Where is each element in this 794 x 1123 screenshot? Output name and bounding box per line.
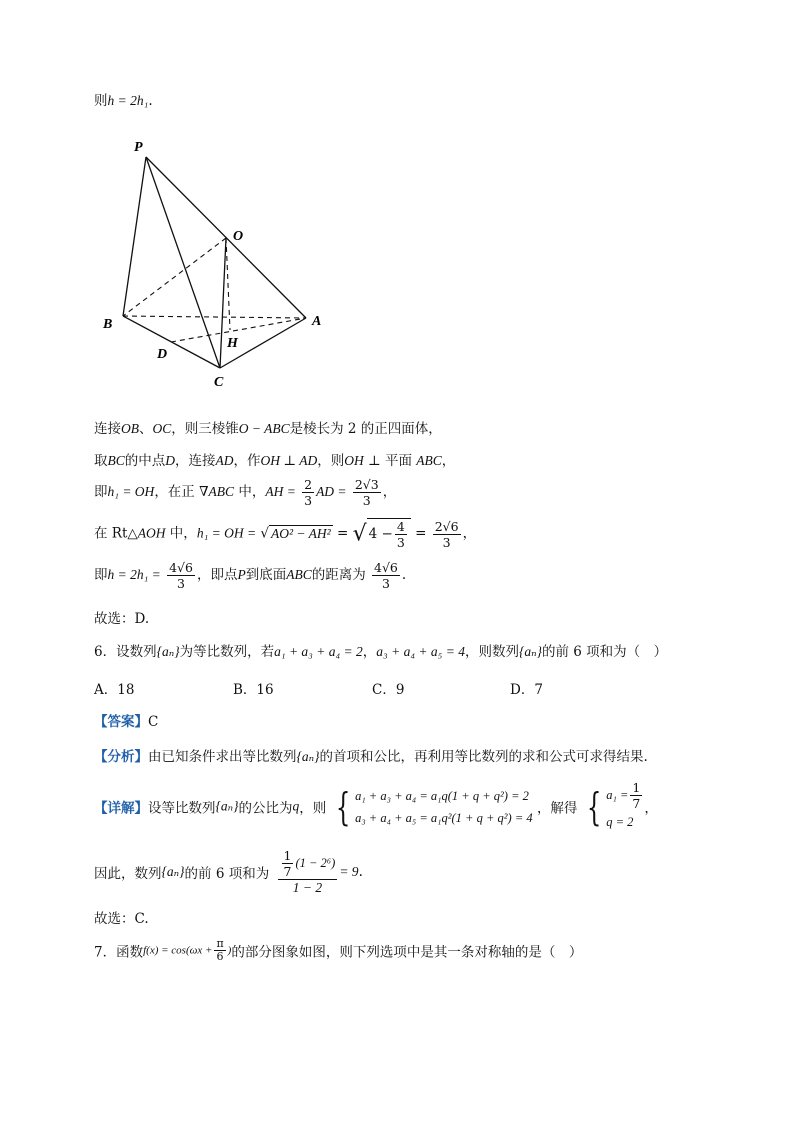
q6-detail <box>94 780 658 833</box>
text: ，则 <box>299 800 327 817</box>
label-c: C <box>214 375 224 390</box>
text: 的前 6 项和为 <box>184 866 270 882</box>
text: ，连接 <box>175 453 216 469</box>
math: {aₙ} <box>156 644 180 659</box>
text: 6．设数列 <box>94 644 157 660</box>
q6-option-a[interactable]: A．18 <box>94 682 135 698</box>
denominator: 3 <box>442 534 451 550</box>
sqrt-sign: √ <box>260 525 270 542</box>
edge-ba-hidden <box>123 316 306 318</box>
numerator: 2√6 <box>434 518 459 534</box>
math: = 9 <box>339 864 359 879</box>
sol5-line-4 <box>94 518 476 550</box>
denominator: 3 <box>362 493 371 508</box>
intro-period: . <box>148 93 153 109</box>
text: 到底面 <box>245 567 287 583</box>
math: AOH <box>137 525 166 541</box>
text: 设等比数列 <box>148 800 216 817</box>
math: ABC <box>208 484 235 499</box>
sol5-line-1 <box>94 417 442 437</box>
q7-stem <box>94 938 582 963</box>
math: a₃ + a₄ + a₅ = 4 <box>376 644 465 659</box>
math: OB <box>121 421 139 436</box>
q6-sum <box>94 848 363 896</box>
label-b: B <box>103 317 113 332</box>
fraction <box>630 780 642 811</box>
numerator: π <box>216 937 224 950</box>
text: 为等比数列，若 <box>179 644 275 660</box>
text: ， <box>441 453 456 469</box>
equation-system <box>355 785 533 829</box>
denominator: 1 − 2 <box>292 880 323 895</box>
denominator: 7 <box>632 796 641 811</box>
equation: a₁ + a₃ + a₄ = a₁q(1 + q + q²) = 2 <box>355 788 529 803</box>
tetrahedron-figure <box>96 130 346 395</box>
q6-option-c[interactable]: C．9 <box>372 682 405 698</box>
text: 连接 <box>94 421 121 437</box>
intro-formula: h = 2h₁ <box>107 93 149 108</box>
fraction <box>353 477 381 508</box>
q6-option-b[interactable]: B．16 <box>233 682 274 698</box>
math: AD <box>215 453 234 468</box>
denominator: 7 <box>283 864 292 879</box>
text: 的首项和公比，再利用等比数列的求和公式可求得结果. <box>319 749 648 765</box>
math: OC <box>152 421 172 436</box>
numerator: 4√6 <box>169 560 193 575</box>
math: {aₙ} <box>161 864 185 879</box>
math: BC <box>107 453 125 468</box>
sol5-line-2 <box>94 449 455 469</box>
analysis-tag: 【分析】 <box>94 749 148 765</box>
numerator: 2 <box>304 477 313 492</box>
text: ，则 <box>317 453 345 469</box>
numerator: 4 <box>396 519 405 534</box>
text: 、 <box>139 421 153 437</box>
answer-tag: 【答案】 <box>94 714 148 730</box>
text: ， <box>362 644 377 660</box>
intro-text: 则 <box>94 93 108 109</box>
sol5-conclusion: 故选：D. <box>94 611 150 627</box>
fraction <box>214 938 225 963</box>
text: 的公比为 <box>238 800 293 817</box>
text: . <box>401 567 407 583</box>
math: P <box>237 567 246 582</box>
text: ， <box>462 525 477 542</box>
q6-stem <box>94 640 667 660</box>
label-a: A <box>312 314 322 329</box>
text: 的前 6 项和为（ ） <box>542 644 668 660</box>
text: ，解得 <box>536 800 578 817</box>
sol5-line-5 <box>94 560 406 591</box>
fraction <box>395 519 407 550</box>
math: AH = <box>265 484 296 499</box>
math: ) <box>227 944 232 957</box>
label-d: D <box>157 347 168 362</box>
text: 中， <box>234 484 266 500</box>
edge-pc <box>146 157 220 368</box>
text: 的中点 <box>124 453 166 469</box>
math: q = 2 <box>606 815 634 829</box>
label-p: P <box>134 140 143 155</box>
fraction <box>302 477 314 508</box>
text: ， <box>644 800 658 817</box>
math: f(x) = cos(ωx + <box>143 944 213 957</box>
q6-answer <box>94 710 158 730</box>
text: 由已知条件求出等比数列 <box>148 749 297 765</box>
fraction <box>167 560 195 591</box>
text: . <box>358 864 363 880</box>
math: ABC <box>416 453 442 468</box>
numerator: 1 <box>632 780 641 795</box>
detail-tag: 【详解】 <box>94 800 148 817</box>
math: O − ABC <box>238 421 290 436</box>
math: (1 − 2⁶) <box>295 856 336 870</box>
solution-system <box>606 780 644 833</box>
text: 7．函数 <box>94 944 144 961</box>
math: a₁ = <box>606 788 629 802</box>
edge-ob-hidden <box>123 238 226 316</box>
math: h₁ = OH <box>107 484 155 499</box>
edge-oc <box>220 238 226 368</box>
math: OH <box>344 453 364 468</box>
denominator: 3 <box>381 576 390 591</box>
math: a₁ + a₃ + a₄ = 2 <box>274 644 363 659</box>
system-brace: { <box>586 784 602 829</box>
text: ，即点 <box>196 567 238 583</box>
text: 即 <box>94 484 108 500</box>
math: AD = <box>316 484 347 499</box>
text: 中， <box>165 525 197 542</box>
denominator: 6 <box>216 950 224 963</box>
label-h: H <box>227 336 238 351</box>
math: OH ⊥ AD <box>260 453 318 468</box>
text: 是棱长为 2 的正四面体， <box>289 421 442 437</box>
edge-pb <box>123 157 146 316</box>
q6-option-d[interactable]: D．7 <box>510 682 543 698</box>
math: h = 2h₁ = <box>107 567 161 582</box>
system-brace: { <box>335 784 350 829</box>
text: ，则三棱锥 <box>171 421 239 437</box>
label-o: O <box>233 229 244 244</box>
math: {aₙ} <box>518 644 542 659</box>
math: h₁ = OH = <box>196 525 257 541</box>
q6-analysis <box>94 745 648 765</box>
sum-fraction <box>278 848 338 896</box>
numerator: 2√3 <box>354 477 379 492</box>
text: ， <box>382 484 397 500</box>
sol5-line-3 <box>94 477 396 508</box>
numerator: 4√6 <box>374 560 398 575</box>
text: ，在正 ∇ <box>154 484 209 500</box>
math: q <box>292 798 300 814</box>
radicand: AO² − AH² <box>271 525 331 541</box>
fraction <box>372 560 400 591</box>
math: {aₙ} <box>296 749 320 764</box>
text: 的距离为 <box>311 567 366 583</box>
denominator: 3 <box>396 535 405 550</box>
text: ⊥ 平面 <box>363 453 417 469</box>
text: ，则数列 <box>464 644 519 660</box>
answer-value: C <box>148 714 159 730</box>
equation: a₃ + a₄ + a₅ = a₁q²(1 + q + q²) = 4 <box>355 810 533 825</box>
math: 4 − <box>368 526 393 542</box>
denominator: 3 <box>304 493 313 508</box>
denominator: 3 <box>177 576 185 591</box>
numerator: 1 <box>283 848 292 863</box>
intro-line <box>94 89 153 109</box>
edge-pa <box>146 157 306 318</box>
math: {aₙ} <box>215 798 239 814</box>
numerator <box>278 848 338 880</box>
fraction <box>433 519 461 550</box>
text: = <box>337 525 349 542</box>
text: 因此，数列 <box>94 866 162 882</box>
text: = <box>415 525 427 542</box>
text: 即 <box>94 567 108 583</box>
radicand <box>367 518 411 550</box>
text: 在 Rt△ <box>94 525 138 542</box>
edge-oh-hidden <box>226 238 230 330</box>
text: 取 <box>94 453 108 469</box>
sqrt-sign: √ <box>352 521 367 547</box>
fraction <box>282 848 294 879</box>
q6-conclusion: 故选：C. <box>94 911 149 927</box>
text: 的部分图象如图，则下列选项中是其一条对称轴的是（ ） <box>231 944 583 961</box>
math: D <box>165 453 176 468</box>
math: ABC <box>286 567 312 582</box>
text: ，作 <box>233 453 261 469</box>
